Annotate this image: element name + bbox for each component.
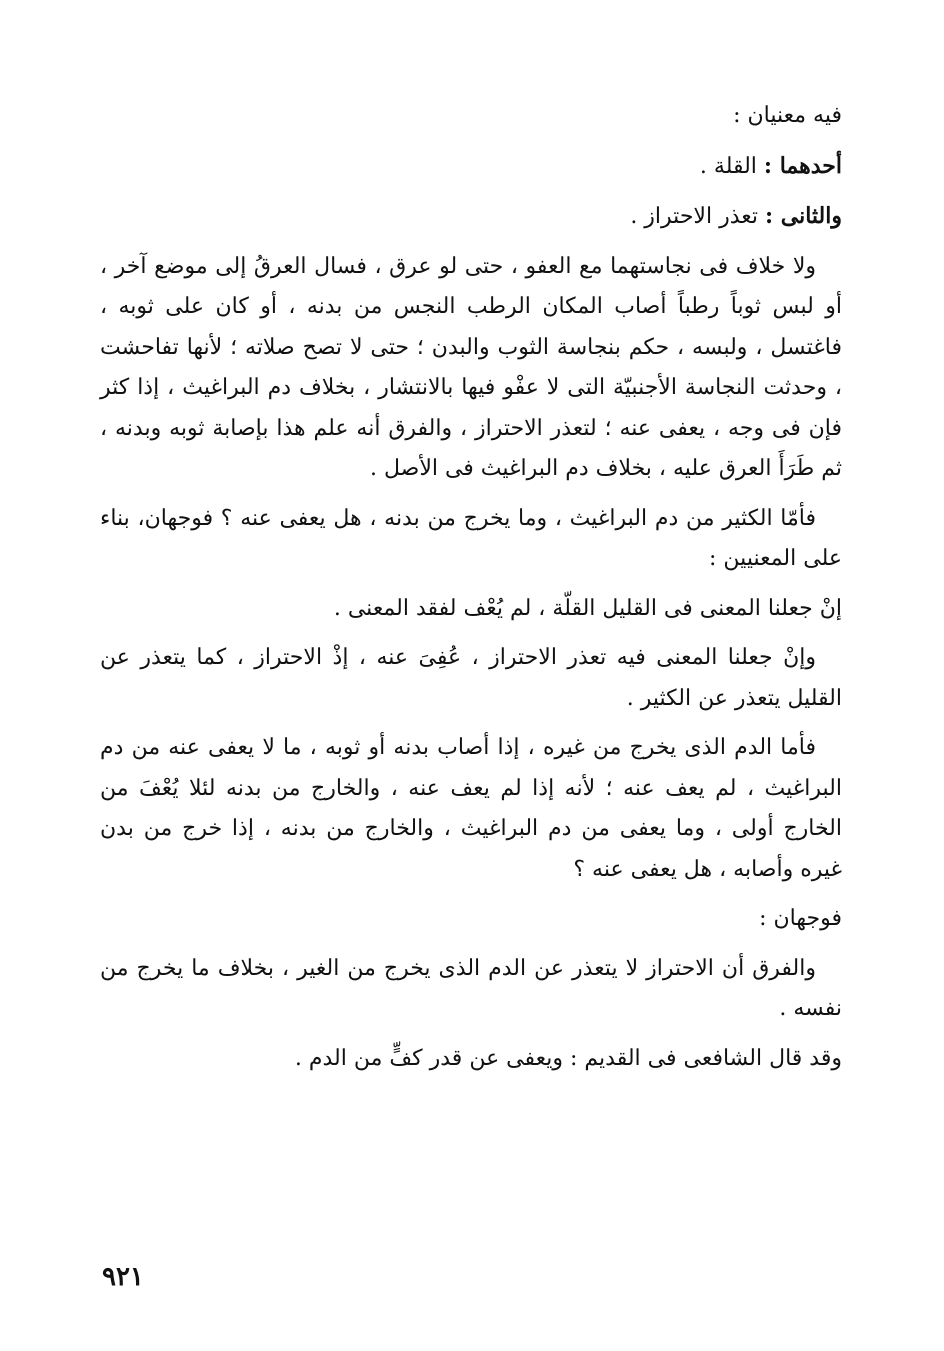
paragraph-text: ولا خلاف فى نجاستهما مع العفو ، حتى لو عرق ، فسال العرقُ إلى موضع آخر ، أو لبس ثوباً رطباً أصاب المكان الرطب النجس من بدنه ، أو كان على ثوبه ، فاغتسل ، ولبسه ، حكم بنجاسة الثوب والبدن ؛ حتى لا تصح صلاته ؛ لأنها تفاحشت ، وحدثت النجاسة الأجنبيّة التى لا عفْو فيها بالانتشار ، بخلاف دم البراغيث ، إذا كثر فإن فى وجه ، يعفى عنه ؛ لتعذر الاحتراز ، والفرق أنه علم هذا بإصابة ثوبه وبدنه ، ثم طَرَأَ العرق عليه ، بخلاف دم البراغيث فى الأصل . [100,253,842,481]
paragraph [100,96,842,137]
paragraph [100,589,842,630]
paragraph-text: فيه معنيان : [733,103,842,128]
paragraph [100,1039,842,1080]
paragraph-text: تعذر الاحتراز . [630,204,765,229]
paragraph [100,196,842,238]
paragraph [100,146,842,188]
paragraph-text: فأما الدم الذى يخرج من غيره ، إذا أصاب بدنه أو ثوبه ، ما لا يعفى عنه من دم البراغيث ، لم يعف عنه ؛ لأنه إذا لم يعف عنه ، والخارج من بدنه لئلا يُعْفَ من الخارج أولى ، وما يعفى من دم البراغيث ، والخارج من بدنه ، إذا خرج من بدن غيره وأصابه ، هل يعفى عنه ؟ [100,735,842,882]
paragraph [100,899,842,940]
paragraph [100,247,842,490]
paragraph-text: والفرق أن الاحتراز لا يتعذر عن الدم الذى يخرج من الغير ، بخلاف ما يخرج من نفسه . [100,955,842,1021]
paragraph-text: إنْ جعلنا المعنى فى القليل القلّة ، لم يُعْف لفقد المعنى . [333,595,842,621]
paragraph-text: فوجهان : [759,906,842,931]
paragraph-lead: أحدهما : [763,152,842,179]
paragraph-text: فأمّا الكثير من دم البراغيث ، وما يخرج من بدنه ، هل يعفى عنه ؟ فوجهان، بناء على المعنيين : [100,505,842,571]
paragraph [100,728,842,890]
paragraph [100,949,842,1030]
body-text [100,96,842,1088]
paragraph-lead: والثانى : [764,203,842,229]
paragraph-text: وقد قال الشافعى فى القديم : ويعفى عن قدر كفٍّ من الدم . [294,1045,842,1071]
paragraph-text: القلة . [699,153,764,179]
page-number: ٩٢١ [102,1262,144,1292]
paragraph-text: وإنْ جعلنا المعنى فيه تعذر الاحتراز ، عُفِىَ عنه ، إذْ الاحتراز ، كما يتعذر عن القليل يتعذر عن الكثير . [100,645,842,711]
paragraph [100,638,842,719]
paragraph [100,499,842,580]
